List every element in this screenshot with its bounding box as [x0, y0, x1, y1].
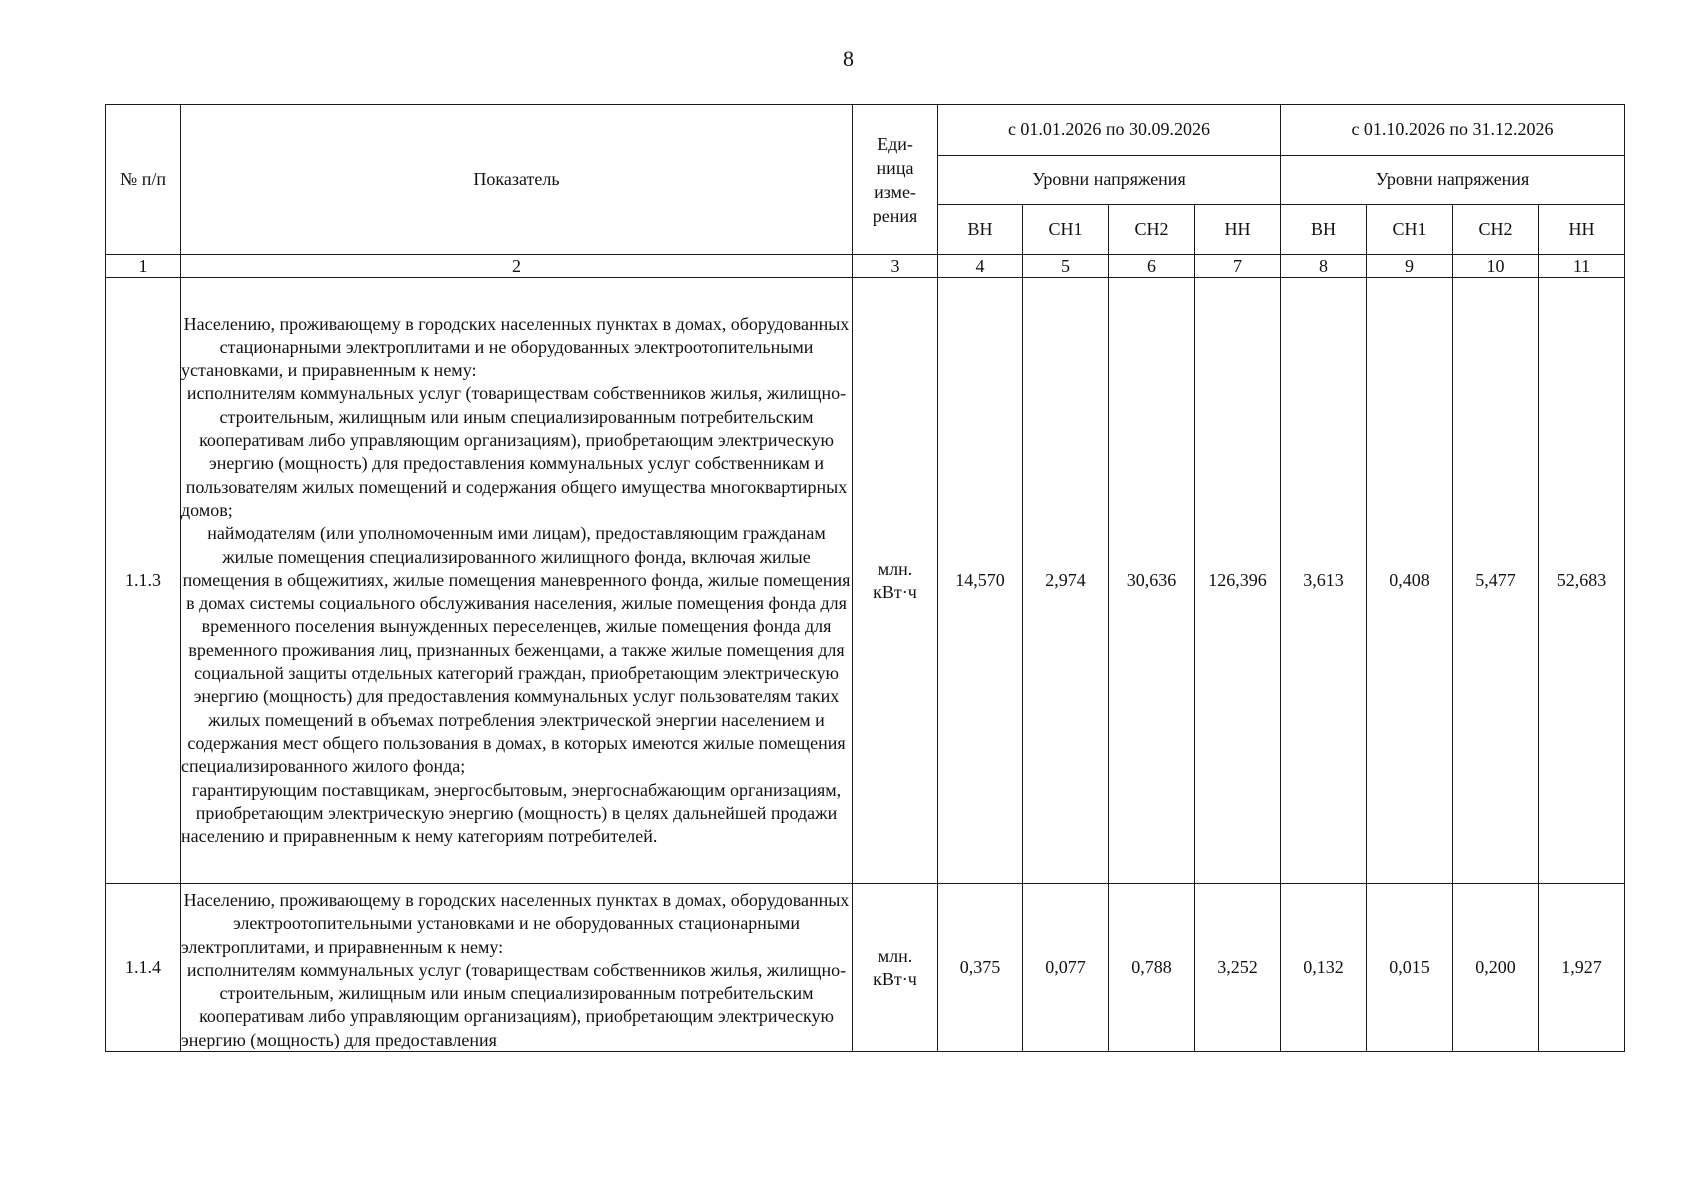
row-indicator-text: [181, 884, 853, 1052]
header-level: СН1: [1023, 205, 1109, 255]
row-number: 1.1.3: [106, 278, 181, 884]
header-num: № п/п: [106, 105, 181, 255]
column-number: 10: [1453, 255, 1539, 278]
header-level: СН2: [1109, 205, 1195, 255]
value-cell: 0,788: [1109, 884, 1195, 1052]
value-cell: 14,570: [938, 278, 1023, 884]
page-number: 8: [843, 46, 854, 71]
indicator-paragraph: Населению, проживающему в городских населенных пунктах в домах, оборудованных электроотопительными установками и не оборудованных стационарными электроплитами, и приравненным к нему:: [181, 890, 850, 957]
value-cell: 0,200: [1453, 884, 1539, 1052]
column-number: 4: [938, 255, 1023, 278]
header-period-2: с 01.10.2026 по 31.12.2026: [1281, 105, 1625, 156]
column-number: 11: [1539, 255, 1625, 278]
indicator-clip: [181, 889, 852, 1049]
column-number: 8: [1281, 255, 1367, 278]
unit-line: кВт·ч: [873, 581, 917, 602]
header-period-1: с 01.01.2026 по 30.09.2026: [938, 105, 1281, 156]
value-cell: 3,613: [1281, 278, 1367, 884]
header-level: НН: [1195, 205, 1281, 255]
column-number: 3: [853, 255, 938, 278]
header-unit-line: Еди-: [877, 133, 913, 154]
value-cell: 0,408: [1367, 278, 1453, 884]
column-number: 2: [181, 255, 853, 278]
value-cell: 1,927: [1539, 884, 1625, 1052]
column-number-row: [106, 255, 1625, 278]
value-cell: 52,683: [1539, 278, 1625, 884]
value-cell: 0,375: [938, 884, 1023, 1052]
row-unit: [853, 278, 938, 884]
value-cell: 2,974: [1023, 278, 1109, 884]
header-level: СН2: [1453, 205, 1539, 255]
column-number: 7: [1195, 255, 1281, 278]
row-unit: [853, 884, 938, 1052]
indicator-paragraph: Населению, проживающему в городских населенных пунктах в домах, оборудованных стационарными электроплитами и не оборудованных электроотопительными установками, и приравненным к нему:: [181, 313, 850, 381]
header-level: ВН: [1281, 205, 1367, 255]
header-voltage-levels-2: Уровни напряжения: [1281, 156, 1625, 205]
table-row: [106, 884, 1625, 1052]
unit-line: млн.: [877, 558, 913, 579]
header-unit-line: ница: [876, 157, 914, 178]
value-cell: 30,636: [1109, 278, 1195, 884]
header-unit-line: изме-: [874, 181, 916, 202]
value-cell: 0,132: [1281, 884, 1367, 1052]
value-cell: 126,396: [1195, 278, 1281, 884]
value-cell: 0,015: [1367, 884, 1453, 1052]
column-number: 9: [1367, 255, 1453, 278]
indicator-paragraph: исполнителям коммунальных услуг (товариществам собственников жилья, жилищно-строительным, жилищным или иным специализированным потребительским кооперативам либо управляющим организациям), приобретающим электрическую энергию (мощность) для предоставления: [181, 959, 847, 1049]
header-unit: [853, 105, 938, 255]
column-number: 1: [106, 255, 181, 278]
header-level: СН1: [1367, 205, 1453, 255]
unit-line: кВт·ч: [873, 968, 917, 989]
unit-line: млн.: [877, 945, 913, 966]
header-indicator: Показатель: [181, 105, 853, 255]
indicator-paragraph: гарантирующим поставщикам, энергосбытовым, энергоснабжающим организациям, приобретающим электрическую энергию (мощность) в целях дальнейшей продажи населению и приравненным к нему категориям потребителей.: [181, 779, 842, 847]
tariff-balance-table: [105, 104, 1625, 1052]
header-voltage-levels-1: Уровни напряжения: [938, 156, 1281, 205]
column-number: 5: [1023, 255, 1109, 278]
table-row: [106, 278, 1625, 884]
header-row-periods: [106, 105, 1625, 156]
column-number: 6: [1109, 255, 1195, 278]
row-number: 1.1.4: [106, 884, 181, 1052]
value-cell: 5,477: [1453, 278, 1539, 884]
indicator-paragraph: исполнителям коммунальных услуг (товариществам собственников жилья, жилищно-строительным, жилищным или иным специализированным потребительским кооперативам либо управляющим организациям), приобретающим электрическую энергию (мощность) для предоставления коммунальных услуг собственникам и пользователям жилых помещений и содержания общего имущества многоквартирных домов;: [181, 383, 848, 520]
row-indicator-text: [181, 278, 853, 884]
value-cell: 0,077: [1023, 884, 1109, 1052]
indicator-paragraph: наймодателям (или уполномоченным ими лицам), предоставляющим гражданам жилые помещения специализированного жилищного фонда, включая жилые помещения в общежитиях, жилые помещения маневренного фонда, жилые помещения в домах системы социального обслуживания населения, жилые помещения фонда для временного поселения вынужденных переселенцев, жилые помещения фонда для временного проживания лиц, признанных беженцами, а также жилые помещения для социальной защиты отдельных категорий граждан, приобретающим электрическую энергию (мощность) для предоставления коммунальных услуг пользователям таких жилых помещений в объемах потребления электрической энергии населением и содержания мест общего пользования в домах, в которых имеются жилые помещения специализированного жилого фонда;: [181, 523, 851, 777]
header-level: НН: [1539, 205, 1625, 255]
value-cell: 3,252: [1195, 884, 1281, 1052]
header-unit-line: рения: [872, 205, 918, 226]
header-level: ВН: [938, 205, 1023, 255]
